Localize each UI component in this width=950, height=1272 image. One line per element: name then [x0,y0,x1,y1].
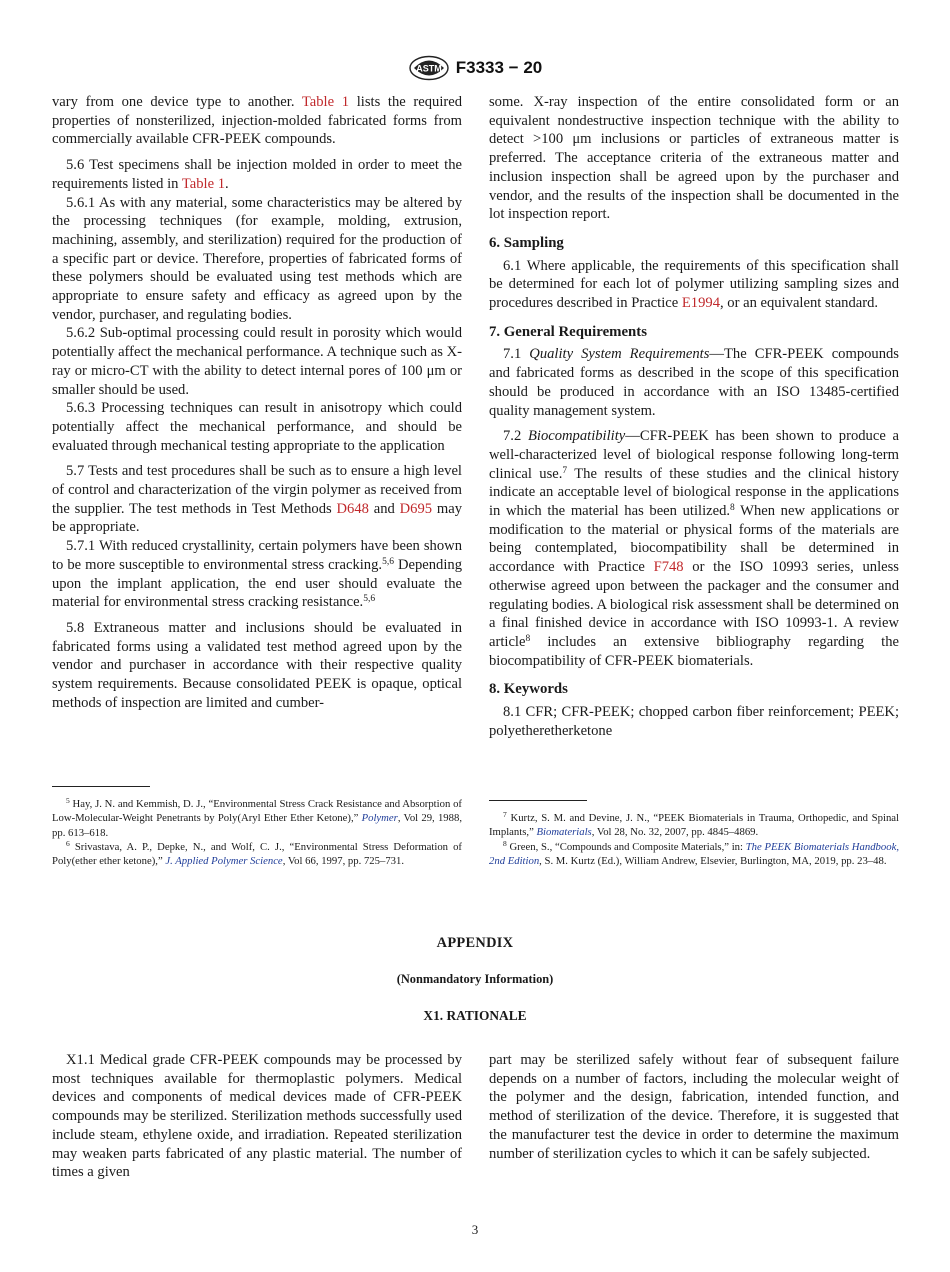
paragraph-7-1: 7.1 Quality System Requirements—The CFR-PEEK compounds and fabricated forms as described in the scope of this specification should be produced in accordance with an ISO 13485-certified quality management system. [489,346,899,419]
footnote-ref: 7 [562,465,568,476]
f748-link[interactable]: F748 [653,559,684,576]
page-header [0,55,950,81]
paragraph: vary from one device type to another. Table 1 lists the required properties of nonsterilized, injection-molded fabricated forms from commercially available CFR-PEEK compounds. [52,94,463,148]
section-heading-7: 7. General Requirements [489,323,647,340]
d648-link[interactable]: D648 [336,500,369,517]
footnote-6: $^6$ Srivastava, A. P., Depke, N., and Wolf, C. J., “Environmental Stress Deformation of Poly(ether ether ketone),” J. Applied Polymer Science, Vol 66, 1997, pp. 725–731. [52,838,462,868]
astm-logo-icon [408,55,450,81]
paragraph-5-6-1: 5.6.1 As with any material, some characteristics may be altered by the processing techniques (for example, molding, extrusion, machining, assembly, and sterilization) required for the production of a specific part or device. Therefore, properties of fabricated forms of these polymers should be evaluated using test methods which are appropriate to ensure safety and efficacy as agreed upon by the vendor, purchaser, and regulating bodies. [52,194,462,323]
paragraph-x1-1-cont: part may be sterilized safely without fear of subsequent failure depends on a number of factors, including the molecular weight of the polymer and the design, fabrication, intended function, and method of sterilization of the device. Therefore, it is suggested that the manufacturer test the device in order to determine the maximum number of sterilization cycles to which it can be safely subjected. [489,1052,899,1162]
section-heading-8: 8. Keywords [489,681,568,698]
footnote-ref: 5,6 [363,594,376,605]
appendix-section-heading: X1. RATIONALE [423,1008,527,1023]
paragraph-5-6-3: 5.6.3 Processing techniques can result in anisotropy which could potentially affect the mechanical performance, and should be evaluated through mechanical testing appropriate to the application [52,400,462,454]
logo-text: ASTM [416,63,442,74]
appendix-right-column [489,1051,899,1163]
biomaterials-journal-link[interactable]: Biomaterials [536,826,592,839]
paragraph-6-1: 6.1 Where applicable, the requirements of this specification shall be determined for each lot of polymer utilizing sampling sizes and procedures described in Practice E1994, or an equivalent standard. [489,257,899,312]
footnotes-right [489,800,899,868]
page-number: 3 [471,1222,479,1237]
section-heading-6: 6. Sampling [489,234,564,251]
left-column [52,93,462,713]
paragraph-5-8: 5.8 Extraneous matter and inclusions should be evaluated in fabricated forms using a validated test method agreed upon by the vendor and purchaser in accordance with their respective quality system requirements. Because consolidated PEEK is opaque, optical methods of inspection are limited and cumber- [52,619,462,711]
footnote-divider [52,786,150,787]
d695-link[interactable]: D695 [399,500,433,517]
e1994-link[interactable]: E1994 [681,295,720,312]
footnote-ref: 8 [525,633,531,644]
paragraph-5-6-2: 5.6.2 Sub-optimal processing could result in porosity which would potentially affect the mechanical performance. A technique such as X-ray or micro-CT with the ability to detect internal pores of 100 μm or smaller should be used. [52,325,462,398]
paragraph-8-1: 8.1 CFR; CFR-PEEK; chopped carbon fiber reinforcement; PEEK; polyetheretherketone [489,704,899,739]
polymer-journal-link[interactable]: Polymer [361,812,398,825]
peek-handbook-link[interactable]: The PEEK Biomaterials Handbook, 2nd Edition [489,840,899,867]
appendix-subtitle: (Nonmandatory Information) [396,972,554,986]
right-column [489,93,899,741]
footnotes-left [52,786,462,868]
paragraph-x1-1: X1.1 Medical grade CFR-PEEK compounds may be processed by most techniques available for thermoplastic polymers. Medical devices and components of medical devices made of CFR-PEEK compounds may be sterilized. Sterilization methods successfully used include steam, ethylene oxide, and irradiation. Repeated sterilization may weaken parts fabricated of any plastic material. The number of times a given [52,1052,462,1181]
appendix-left-column [52,1051,462,1182]
footnote-5: $^5$ Hay, J. N. and Kemmish, D. J., “Environmental Stress Crack Resistance and Absorption of Low-Molecular-Weight Penetrants by Poly(Aryl Ether Ether Ketone),” Polymer, Vol 29, 1988, pp. 613–618. [52,796,462,839]
paragraph-5-7-1: 5.7.1 With reduced crystallinity, certain polymers have been shown to be more susceptible to environmental stress cracking.$^{5,6}$ Depending upon the implant application, the end user should evaluate the material for environmental stress cracking resistance.$^{5,6}$ [52,538,462,611]
table-1-link[interactable]: Table 1 [301,94,350,110]
standard-designation: F3333 − 20 [455,58,543,77]
applied-polymer-science-link[interactable]: J. Applied Polymer Science [165,855,283,868]
footnote-7: $^7$ Kurtz, S. M. and Devine, J. N., “PEEK Biomaterials in Trauma, Orthopedic, and Spinal Implants,” Biomaterials, Vol 28, No. 32, 2007, pp. 4845–4869. [489,810,899,839]
paragraph-7-2: 7.2 Biocompatibility—CFR-PEEK has been shown to produce a well-characterized level of biological response following long-term clinical use.$^7$ The results of these studies and the clinical history indicate an acceptable level of biological response in the applications in which the material has been utilized.$^8$ When new applications or modification to the material or physical forms of the materials are being contemplated, biocompatibility shall be determined in accordance with Practice F748 or the ISO 10993 series, unless otherwise agreed upon between the packager and the consumer and regulating bodies. A biological risk assessment shall be determined on a final finished device in accordance with ISO 10993-1. A review article$^8$ includes an extensive bibliography regarding the biocompatibility of CFR-PEEK biomaterials. [489,428,900,669]
paragraph-5-6: 5.6 Test specimens shall be injection molded in order to meet the requirements listed in Table 1. [52,157,462,192]
table-1-link[interactable]: Table 1 [181,175,225,192]
footnote-ref: 5,6 [382,556,394,567]
footnote-8: $^8$ Green, S., “Compounds and Composite Materials,” in: The PEEK Biomaterials Handbook, 2nd Edition, S. M. Kurtz (Ed.), William Andrew, Elsevier, Burlington, MA, 2019, pp. 23–48. [489,838,899,867]
paragraph: some. X-ray inspection of the entire consolidated form or an equivalent nondestructive inspection technique with the ability to detect >100 μm inclusions or particles of extraneous matter is preferred. The acceptance criteria of the extraneous matter and inclusion inspection shall be agreed upon by the purchaser and vendor, and the results of the inspection shall be documented in the lot inspection report. [489,94,899,223]
appendix-title: APPENDIX [436,935,514,951]
footnote-divider [489,800,587,801]
footnote-ref: 8 [730,503,735,514]
paragraph-5-7: 5.7 Tests and test procedures shall be such as to ensure a high level of control and characterization of the virgin polymer as received from the supplier. The test methods in Test Methods D648 and D695 may be appropriate. [52,463,463,536]
